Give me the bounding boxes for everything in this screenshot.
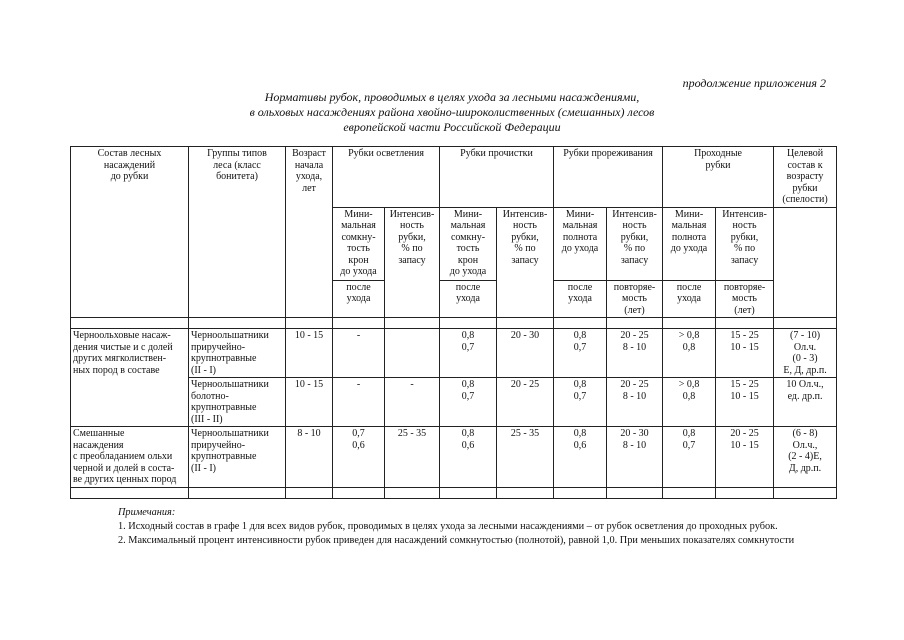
header-lightening: Рубки осветления [333,147,440,208]
header-target-empty [774,207,837,318]
cell-light-crown: - [333,329,385,378]
cell-light-intensity: 25 - 35 [385,427,440,488]
header-light-intensity: Интенсив- ность рубки, % по запасу [385,207,440,318]
cell-forest-type: Черноольшатники приручейно- крупнотравные (II - I) [189,427,286,488]
header-age: Возраст начала ухода, лет [286,147,333,318]
cell-pass-intensity: 15 - 25 10 - 15 [716,378,774,427]
cell-age: 10 - 15 [286,329,333,378]
cell-clean-crown: 0,8 0,6 [440,427,497,488]
header-thin-min-density: Мини- мальная полнота до ухода [554,207,607,280]
cell-thin-intensity: 20 - 25 8 - 10 [607,378,663,427]
note-item-2: 2. Максимальный процент интенсивности рубок приведен для насаждений сомкнутостью (полнотой), равной 1,0. При меньших показателях сомкнутости [118,535,795,546]
table-row [71,427,837,488]
cell-thin-density: 0,8 0,7 [554,329,607,378]
cell-pass-density: > 0,8 0,8 [663,329,716,378]
header-thin-repeat: повторяе- мость (лет) [607,280,663,318]
cell-thin-density: 0,8 0,7 [554,378,607,427]
header-pass-repeat: повторяе- мость (лет) [716,280,774,318]
document-title [0,90,904,135]
cell-target: (7 - 10) Ол.ч. (0 - 3) Е, Д, др.п. [774,329,837,378]
header-cleaning: Рубки прочистки [440,147,554,208]
header-thin-intensity: Интенсив- ность рубки, % по запасу [607,207,663,280]
cell-target: (6 - 8) Ол.ч., (2 - 4)Е, Д, др.п. [774,427,837,488]
cell-forest-type: Черноольшатники приручейно- крупнотравные (II - I) [189,329,286,378]
header-clean-min-crown: Мини- мальная сомкну- тость крон до ухода [440,207,497,280]
cell-light-intensity: - [385,378,440,427]
title-line-2: в ольховых насаждениях района хвойно-широколиственных (смешанных) лесов [249,105,655,119]
header-clean-after: после ухода [440,280,497,318]
cell-composition: Смешанные насаждения с преобладанием ольхи черной и долей в соста- ве других ценных пород [71,427,189,488]
cell-composition: Черноольховые насаж- дения чистые и с долей других мягколиствен- ных пород в составе [71,329,189,427]
cell-light-intensity [385,329,440,378]
header-clean-intensity: Интенсив- ность рубки, % по запасу [497,207,554,318]
header-pass-after: после ухода [663,280,716,318]
header-target: Целевой состав к возрасту рубки (спелости) [774,147,837,208]
cell-pass-intensity: 15 - 25 10 - 15 [716,329,774,378]
cell-clean-intensity: 25 - 35 [497,427,554,488]
header-light-after: после ухода [333,280,385,318]
notes-section [118,506,794,548]
cell-clean-crown: 0,8 0,7 [440,329,497,378]
header-light-min-crown: Мини- мальная сомкну- тость крон до ухода [333,207,385,280]
cell-pass-density: > 0,8 0,8 [663,378,716,427]
cell-forest-type: Черноольшатники болотно- крупнотравные (III - II) [189,378,286,427]
header-thin-after: после ухода [554,280,607,318]
title-line-3: европейской части Российской Федерации [343,120,561,134]
note-item-1: 1. Исходный состав в графе 1 для всех видов рубок, проводимых в целях ухода за лесными насаждениями – от рубок осветления до проходных рубок. [118,521,778,532]
header-pass-intensity: Интенсив- ность рубки, % по запасу [716,207,774,280]
header-pass-min-density: Мини- мальная полнота до ухода [663,207,716,280]
cell-light-crown: - [333,378,385,427]
cell-thin-intensity: 20 - 25 8 - 10 [607,329,663,378]
cell-pass-density: 0,8 0,7 [663,427,716,488]
header-passage: Проходные рубки [663,147,774,208]
cell-thin-density: 0,8 0,6 [554,427,607,488]
title-line-1: Нормативы рубок, проводимых в целях ухода за лесными насаждениями, [264,90,640,104]
cell-clean-intensity: 20 - 25 [497,378,554,427]
header-composition: Состав лесных насаждений до рубки [71,147,189,318]
appendix-label: продолжение приложения 2 [682,76,826,90]
cell-clean-crown: 0,8 0,7 [440,378,497,427]
cell-light-crown: 0,7 0,6 [333,427,385,488]
cell-age: 8 - 10 [286,427,333,488]
header-forest-types: Группы типов леса (класс бонитета) [189,147,286,318]
norms-table [70,146,837,499]
cell-pass-intensity: 20 - 25 10 - 15 [716,427,774,488]
table-spacer-row [71,487,837,498]
table-row [71,329,837,378]
cell-target: 10 Ол.ч., ед. др.п. [774,378,837,427]
cell-clean-intensity: 20 - 30 [497,329,554,378]
header-thinning: Рубки прореживания [554,147,663,208]
table-spacer-row [71,318,837,329]
cell-age: 10 - 15 [286,378,333,427]
cell-thin-intensity: 20 - 30 8 - 10 [607,427,663,488]
notes-title: Примечания: [118,507,176,518]
